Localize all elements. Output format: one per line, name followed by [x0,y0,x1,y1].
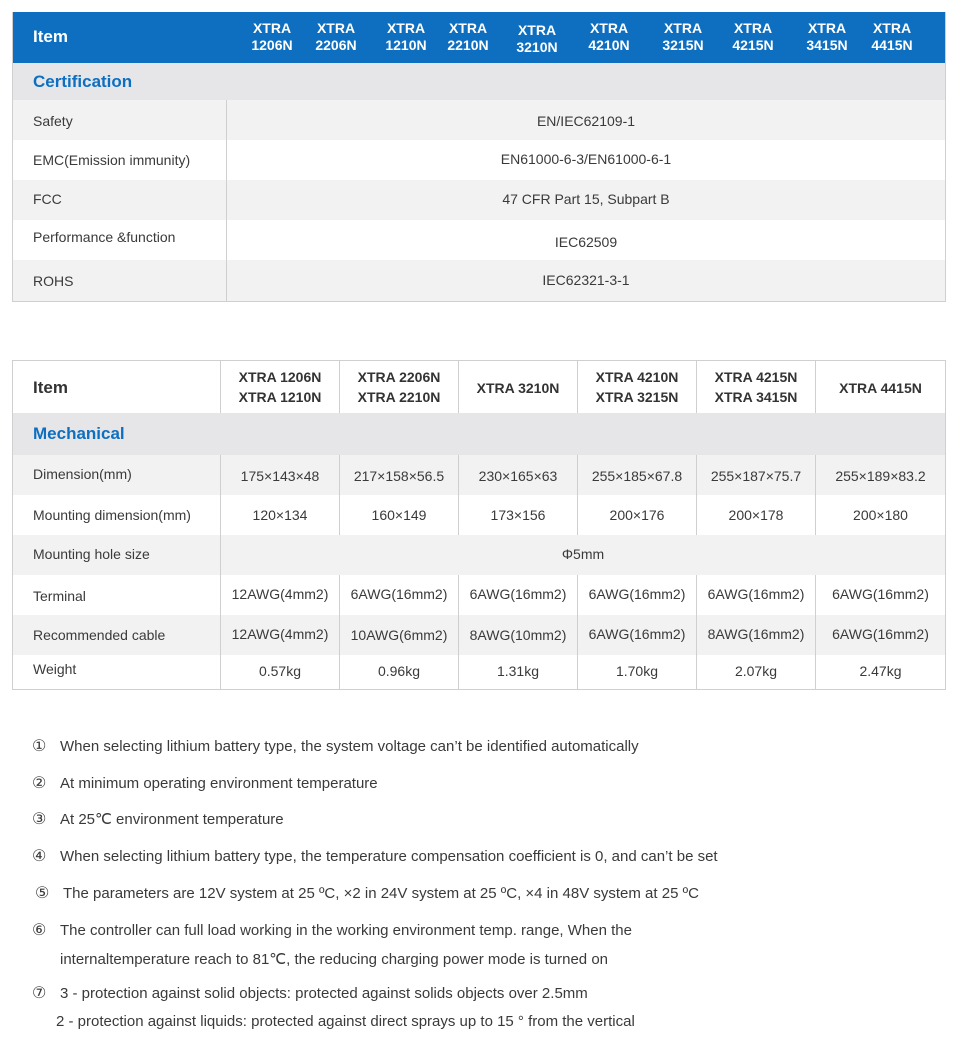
table-row [13,535,945,575]
column-divider [696,361,697,413]
mechanical-header-row [13,361,945,413]
header-model-1210n: XTRA 1210N [385,20,427,53]
header-column-1: XTRA 1206N XTRA 1210N [238,369,322,405]
header-model-3215n: XTRA 3215N [662,20,704,53]
column-divider [458,575,459,689]
table-cell: 12AWG(4mm2) [231,626,329,642]
column-divider [577,575,578,689]
footnote-5: ⑤ The parameters are 12V system at 25 ºC, ×2 in 24V system at 25 ºC, ×4 in 48V system at 25 ºC [35,885,699,902]
row-value: EN/IEC62109-1 [536,113,636,129]
table-row [13,495,945,535]
footnote-6: ⑥ The controller can full load working in the working environment temp. range, When the [32,922,632,939]
table-cell: 175×143×48 [240,468,320,484]
table-cell: 255×189×83.2 [835,468,926,484]
mechanical-table [12,360,946,690]
column-divider [577,455,578,535]
column-divider [339,361,340,413]
row-value: EN61000-6-3/EN61000-6-1 [500,151,672,167]
header-model-3415n: XTRA 3415N [806,20,848,53]
table-cell: 200×176 [609,507,665,523]
table-cell: 200×178 [728,507,784,523]
table-cell: 230×165×63 [478,468,558,484]
table-cell: 160×149 [371,507,427,523]
table-row [13,655,945,689]
table-cell: 6AWG(16mm2) [588,586,686,602]
footnote-7: ⑦ 3 - protection against solid objects: protected against solids objects over 2.5mm [32,985,588,1002]
column-divider [815,575,816,689]
row-label: FCC [33,191,62,207]
table-row [13,615,945,655]
header-column-4: XTRA 4210N XTRA 3215N [595,369,679,405]
table-cell: 0.96kg [377,663,421,679]
column-divider [815,361,816,413]
table-row [13,140,945,180]
table-cell: 173×156 [490,507,546,523]
footnote-6-continued: internaltemperature reach to 81℃, the reducing charging power mode is turned on [60,951,608,968]
row-label: Safety [33,113,73,129]
header-column-3: XTRA 3210N [476,380,560,396]
row-label: Dimension(mm) [33,466,132,482]
header-model-3210n: XTRA 3210N [516,22,558,55]
header-column-2: XTRA 2206N XTRA 2210N [357,369,441,405]
table-cell: 1.31kg [496,663,540,679]
header-model-1206n: XTRA 1206N [251,20,293,53]
row-value: IEC62509 [554,234,618,250]
table-row [13,220,945,260]
row-label: Terminal [33,588,86,604]
header-item-label: Item [33,378,68,397]
column-divider [220,455,221,689]
header-model-4215n: XTRA 4215N [732,20,774,53]
table-cell: 0.57kg [258,663,302,679]
section-title-certification: Certification [33,72,133,91]
table-cell: 10AWG(6mm2) [350,627,448,643]
header-model-4210n: XTRA 4210N [588,20,630,53]
table-cell: 2.47kg [859,663,902,679]
row-label: EMC(Emission immunity) [33,152,191,168]
table-cell: 1.70kg [615,663,659,679]
table-row [13,575,945,615]
column-divider [815,455,816,535]
footnote-7-continued: 2 - protection against liquids: protected against direct sprays up to 15 ° from the vertical [56,1013,635,1030]
table-cell: 8AWG(10mm2) [469,627,567,643]
header-model-2206n: XTRA 2206N [315,20,357,53]
column-divider [577,361,578,413]
mechanical-section-row [13,413,945,455]
table-row [13,180,945,220]
table-cell: 2.07kg [734,663,778,679]
table-cell: 12AWG(4mm2) [231,586,329,602]
table-cell: 6AWG(16mm2) [588,626,686,642]
table-row [13,260,945,301]
table-cell: 6AWG(16mm2) [707,586,805,602]
table-cell: 200×180 [853,507,908,523]
table-cell: 6AWG(16mm2) [469,586,567,602]
row-value: IEC62321-3-1 [542,272,630,288]
table-cell: 217×158×56.5 [353,468,445,484]
table-cell: 120×134 [252,507,308,523]
column-divider [339,575,340,689]
header-column-6: XTRA 4415N [839,380,922,396]
table-row [13,100,945,140]
row-label: ROHS [33,273,74,289]
header-model-4415n: XTRA 4415N [871,20,913,53]
table-cell: 6AWG(16mm2) [832,586,929,602]
footnote-4: ④ When selecting lithium battery type, the temperature compensation coefficient is 0, and can’t be set [32,848,718,865]
table-cell: 8AWG(16mm2) [707,626,805,642]
header-model-2210n: XTRA 2210N [447,20,489,53]
table-cell: 255×185×67.8 [591,468,683,484]
row-label: Recommended cable [33,627,166,643]
certification-table [12,12,946,302]
section-title-mechanical: Mechanical [33,424,125,443]
row-label: Mounting hole size [33,546,150,562]
column-divider [696,575,697,689]
table-cell-span: Φ5mm [561,546,605,562]
footnote-1: ① When selecting lithium battery type, the system voltage can’t be identified automatically [32,738,639,755]
header-item-label: Item [33,27,68,46]
table-row [13,455,945,495]
table-cell: 6AWG(16mm2) [832,626,929,642]
column-divider [339,455,340,535]
column-divider [696,455,697,535]
table-cell: 6AWG(16mm2) [350,586,448,602]
row-value: 47 CFR Part 15, Subpart B [502,191,670,207]
footnote-2: ② At minimum operating environment temperature [32,775,378,792]
column-divider [458,361,459,413]
row-label: Mounting dimension(mm) [33,507,191,523]
certification-section-row [13,63,945,100]
header-column-5: XTRA 4215N XTRA 3415N [714,369,798,405]
column-divider [226,100,227,301]
column-divider [458,455,459,535]
column-divider [220,361,221,413]
row-label: Performance &function [33,229,176,245]
row-label: Weight [33,661,77,677]
table-cell: 255×187×75.7 [710,468,802,484]
footnote-3: ③ At 25℃ environment temperature [32,811,284,828]
certification-header-row [13,12,945,63]
